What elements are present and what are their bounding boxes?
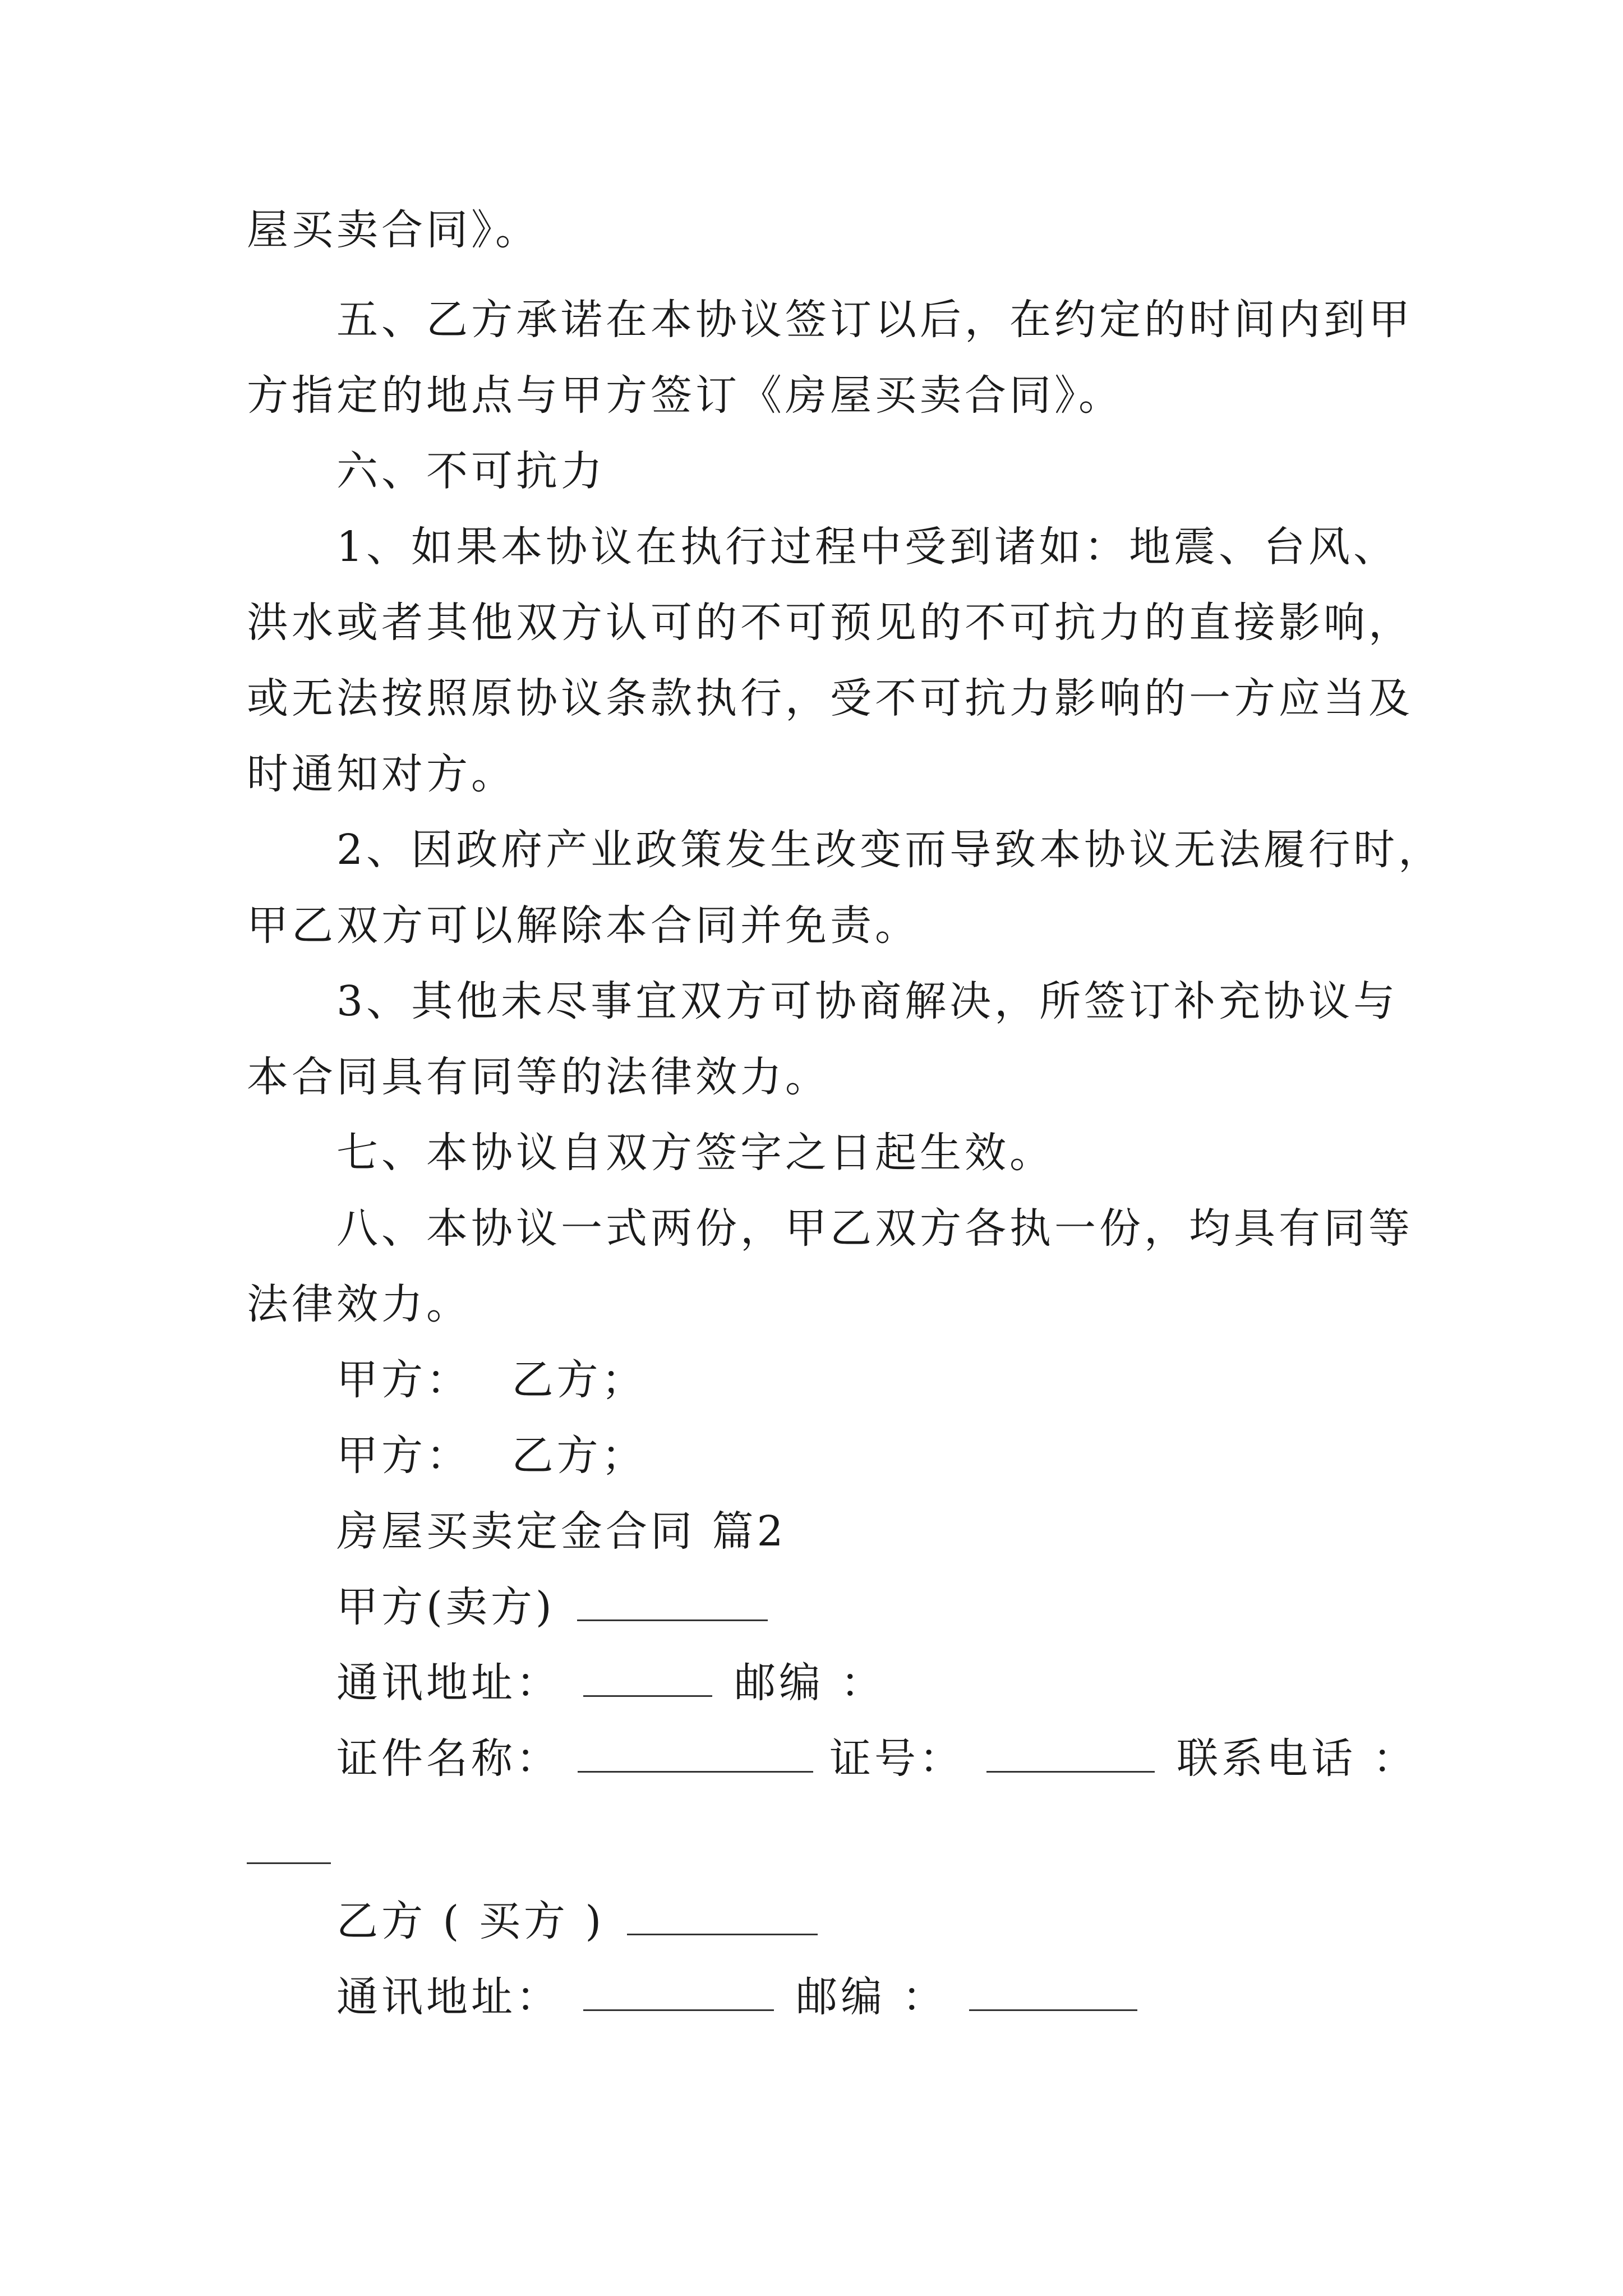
signature-line: 甲方： 乙方；	[336, 1432, 647, 1480]
paragraph-line: 屋买卖合同》。	[247, 206, 540, 254]
seller-address-line	[336, 1655, 886, 1711]
signature-line: 甲方： 乙方；	[336, 1356, 647, 1404]
paragraph-line: 洪水或者其他双方认可的不可预见的不可抗力的直接影响，	[247, 599, 1413, 647]
paragraph-line: 八、本协议一式两份，甲乙双方各执一份，均具有同等	[336, 1204, 1413, 1253]
phone-blank	[247, 1862, 331, 1864]
buyer-address-blank	[583, 1976, 774, 2011]
buyer-label: 乙方 ( 买方 )	[336, 1897, 605, 1945]
id-number-label: 证号：	[829, 1734, 965, 1783]
id-name-blank	[578, 1737, 813, 1773]
paragraph-line: 本合同具有同等的法律效力。	[247, 1053, 830, 1101]
paragraph-line: 或无法按照原协议条款执行，受不可抗力影响的一方应当及	[247, 674, 1413, 723]
seller-line	[336, 1579, 773, 1635]
paragraph-line: 七、本协议自双方签字之日起生效。	[336, 1129, 1054, 1177]
paragraph-line: 甲乙双方可以解除本合同并免责。	[247, 901, 920, 950]
id-number-blank	[986, 1737, 1155, 1773]
buyer-address-line	[336, 1969, 1143, 2025]
section-heading: 六、不可抗力	[336, 447, 606, 495]
buyer-line	[336, 1893, 823, 1949]
seller-label: 甲方(卖方)	[336, 1583, 555, 1631]
buyer-postcode-blank	[969, 1976, 1137, 2011]
seller-name-blank	[577, 1586, 768, 1621]
paragraph-line: 法律效力。	[247, 1280, 471, 1328]
paragraph-line: 五、乙方承诺在本协议签订以后，在约定的时间内到甲	[336, 296, 1413, 344]
id-name-label: 证件名称：	[336, 1734, 561, 1783]
paragraph-line: 1、如果本协议在执行过程中受到诸如：地震、台风、	[336, 523, 1399, 571]
seller-address-label: 通讯地址：	[336, 1659, 561, 1707]
seller-address-blank	[583, 1662, 712, 1697]
phone-label: 联系电话 ：	[1177, 1734, 1418, 1783]
seller-id-line	[336, 1731, 1418, 1787]
buyer-postcode-label: 邮编 ：	[796, 1973, 947, 2021]
paragraph-line: 时通知对方。	[247, 750, 516, 798]
buyer-name-blank	[627, 1900, 818, 1935]
paragraph-line: 2、因政府产业政策发生改变而导致本协议无法履行时，	[336, 826, 1444, 874]
section-title: 房屋买卖定金合同 篇2	[336, 1507, 787, 1556]
buyer-address-label: 通讯地址：	[336, 1973, 561, 2021]
seller-postcode-label: 邮编 ：	[734, 1659, 886, 1707]
paragraph-line: 方指定的地点与甲方签订《房屋买卖合同》。	[247, 371, 1123, 420]
paragraph-line: 3、其他未尽事宜双方可协商解决，所签订补充协议与	[336, 977, 1399, 1025]
